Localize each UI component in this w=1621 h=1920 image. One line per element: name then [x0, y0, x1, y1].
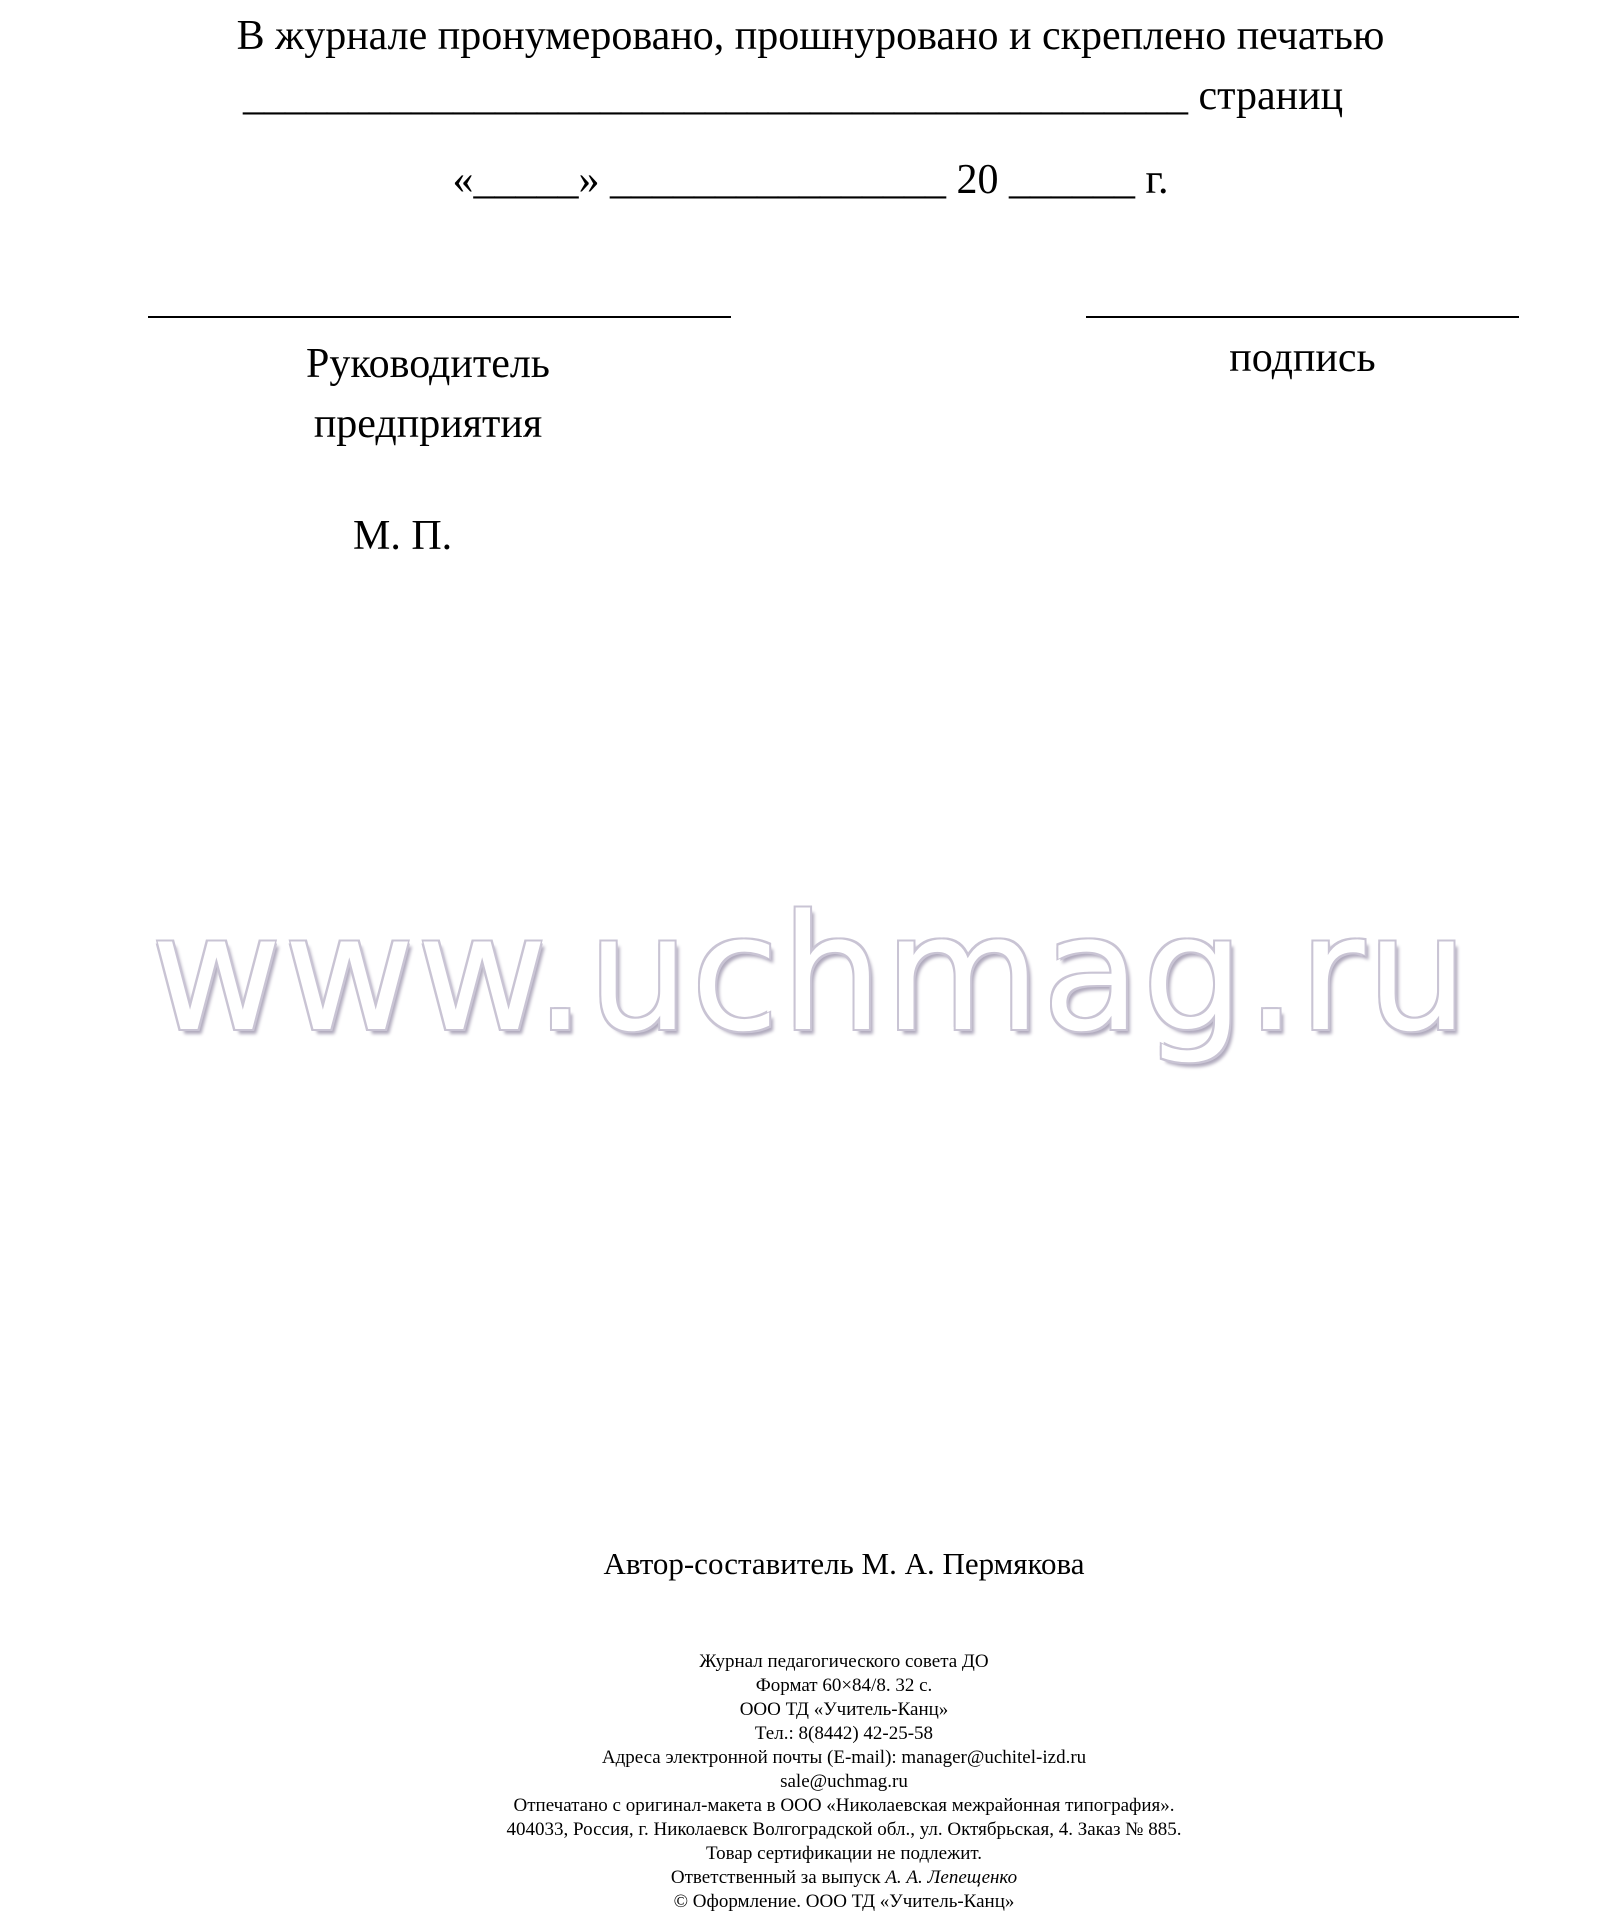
- imprint-line: 404033, Россия, г. Николаевск Волгоградской обл., ул. Октябрьская, 4. Заказ № 885.: [506, 1819, 1182, 1840]
- imprint-line: Тел.: 8(8442) 42-25-58: [754, 1723, 934, 1744]
- head-signature-rule: [148, 316, 731, 318]
- certification-line: В журнале пронумеровано, прошнуровано и скреплено печатью: [236, 13, 1385, 59]
- head-label-line1: Руководитель: [306, 341, 550, 387]
- imprint-block: [0, 1650, 1621, 1914]
- imprint-line: Товар сертификации не подлежит.: [706, 1843, 982, 1864]
- pages-word: страниц: [1198, 73, 1344, 119]
- head-label: [228, 334, 628, 454]
- imprint-line: Адреса электронной почты (E-mail): manager@uchitel-izd.ru: [601, 1747, 1087, 1768]
- signature-label: подпись: [1229, 335, 1376, 381]
- author-line: Автор-составитель М. А. Пермякова: [603, 1546, 1085, 1581]
- stamp-place: М. П.: [353, 513, 453, 559]
- pages-count-blank: _____________________________________________: [243, 73, 1188, 119]
- copyright-line: © Оформление. ООО ТД «Учитель-Канц»: [673, 1891, 1015, 1912]
- imprint-line: Формат 60×84/8. 32 с.: [755, 1675, 933, 1696]
- responsible-label: Ответственный за выпуск: [670, 1867, 881, 1888]
- watermark-logo: www.uchmag.ru: [150, 880, 1471, 1067]
- date-line: «_____» ________________ 20 ______ г.: [452, 157, 1169, 203]
- pages-line: [243, 72, 1343, 120]
- responsible-line: [0, 1866, 1621, 1890]
- imprint-line: ООО ТД «Учитель-Канц»: [739, 1699, 949, 1720]
- responsible-name: А. А. Лепещенко: [885, 1867, 1018, 1888]
- signature-rule: [1086, 316, 1519, 318]
- imprint-line: sale@uchmag.ru: [780, 1771, 908, 1792]
- head-label-line2: предприятия: [313, 401, 543, 447]
- imprint-line: Журнал педагогического совета ДО: [699, 1651, 989, 1672]
- imprint-line: Отпечатано с оригинал-макета в ООО «Николаевская межрайонная типография».: [513, 1795, 1175, 1816]
